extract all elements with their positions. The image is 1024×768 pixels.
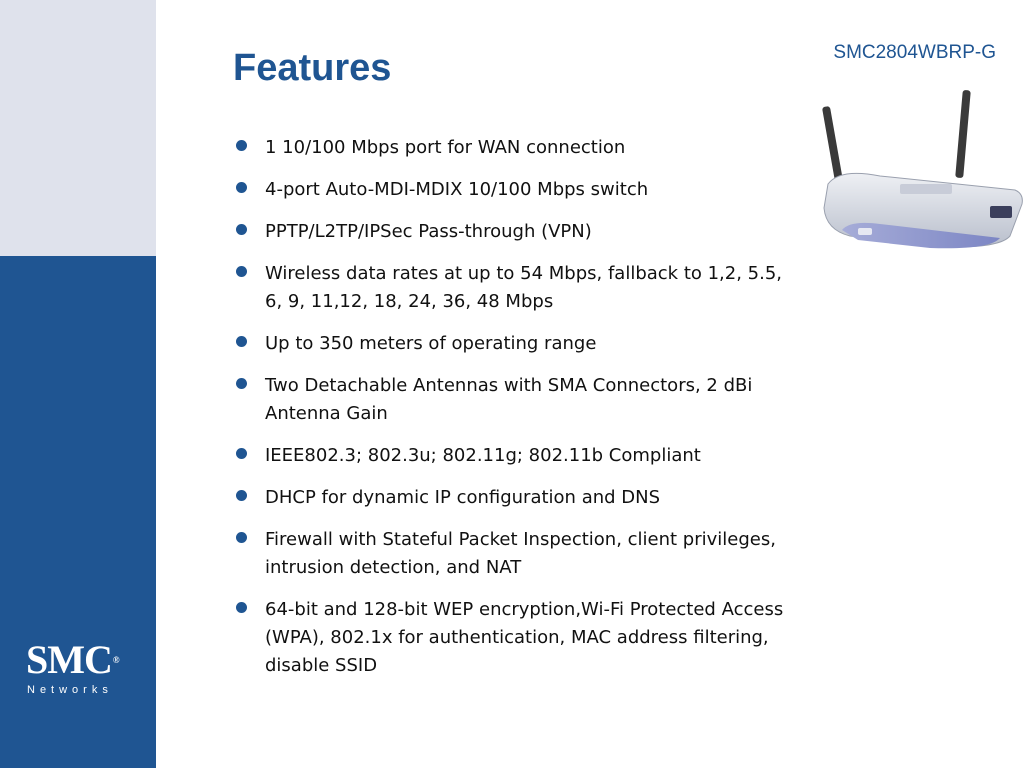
list-item <box>234 442 804 470</box>
list-item <box>234 176 804 204</box>
logo-wordmark <box>26 637 138 682</box>
smc-networks-logo <box>26 637 138 700</box>
feature-text: DHCP for dynamic IP configuration and DNS <box>265 487 661 508</box>
feature-text: IEEE802.3; 802.3u; 802.11g; 802.11b Compliant <box>265 445 701 466</box>
bullet-icon <box>236 140 247 151</box>
bullet-icon <box>236 448 247 459</box>
feature-list <box>234 134 804 694</box>
bullet-icon <box>236 378 247 389</box>
feature-text: Two Detachable Antennas with SMA Connectors, 2 dBi Antenna Gain <box>265 375 753 424</box>
list-item <box>234 330 804 358</box>
logo-word: SMC <box>26 637 112 682</box>
model-number: SMC2804WBRP-G <box>833 42 996 63</box>
feature-text: 1 10/100 Mbps port for WAN connection <box>265 137 626 158</box>
list-item <box>234 218 804 246</box>
bullet-icon <box>236 224 247 235</box>
logo-registered-mark: ® <box>112 655 119 665</box>
bullet-icon <box>236 182 247 193</box>
list-item <box>234 526 804 582</box>
feature-text: PPTP/L2TP/IPSec Pass-through (VPN) <box>265 221 592 242</box>
bullet-icon <box>236 266 247 277</box>
feature-text: 4-port Auto-MDI-MDIX 10/100 Mbps switch <box>265 179 649 200</box>
bullet-icon <box>236 602 247 613</box>
logo-subtitle: Networks <box>27 684 113 696</box>
list-item <box>234 260 804 316</box>
feature-text: 64-bit and 128-bit WEP encryption,Wi-Fi Protected Access (WPA), 802.1x for authentication, MAC address filtering, disable SSID <box>265 599 784 676</box>
list-item <box>234 484 804 512</box>
router-image <box>810 88 1024 256</box>
slide-title: Features <box>233 47 392 89</box>
feature-text: Firewall with Stateful Packet Inspection, client privileges, intrusion detection, and NAT <box>265 529 776 578</box>
feature-text: Wireless data rates at up to 54 Mbps, fallback to 1,2, 5.5, 6, 9, 11,12, 18, 24, 36, 48 Mbps <box>265 263 783 312</box>
list-item <box>234 372 804 428</box>
bullet-icon <box>236 532 247 543</box>
feature-text: Up to 350 meters of operating range <box>265 333 597 354</box>
bullet-icon <box>236 336 247 347</box>
list-item <box>234 596 804 680</box>
bullet-icon <box>236 490 247 501</box>
sidebar-top-panel <box>0 0 156 256</box>
router-icon <box>810 88 1024 256</box>
list-item <box>234 134 804 162</box>
